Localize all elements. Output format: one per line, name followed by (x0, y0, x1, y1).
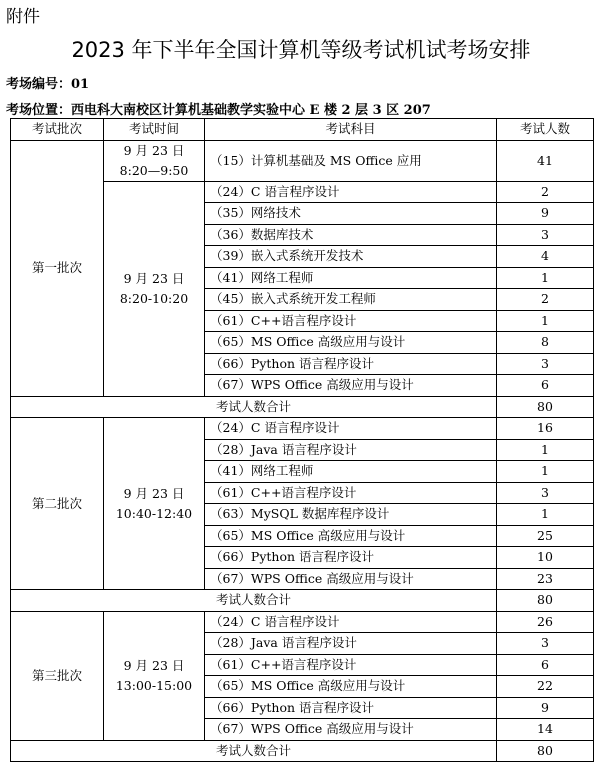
total-count: 80 (497, 396, 594, 418)
count-cell: 1 (497, 310, 594, 332)
total-row (11, 396, 594, 418)
subject-cell: （66）Python 语言程序设计 (205, 547, 497, 569)
table-row (11, 140, 594, 181)
schedule-table (10, 118, 594, 762)
exam-date: 9 月 23 日 (123, 270, 185, 286)
total-row (11, 590, 594, 612)
count-cell: 4 (497, 246, 594, 268)
count-cell: 8 (497, 332, 594, 354)
table-row (11, 418, 594, 440)
venue-number: 考场编号：01 (6, 77, 90, 92)
count-cell: 25 (497, 525, 594, 547)
subject-cell: （41）网络工程师 (205, 267, 497, 289)
schedule-body (11, 140, 594, 762)
header-count: 考试人数 (497, 119, 594, 141)
total-row (11, 740, 594, 762)
total-count: 80 (497, 590, 594, 612)
subject-cell: （15）计算机基础及 MS Office 应用 (205, 140, 497, 181)
count-cell: 1 (497, 439, 594, 461)
count-cell: 41 (497, 140, 594, 181)
table-header-row (11, 119, 594, 141)
count-cell: 14 (497, 719, 594, 741)
subject-cell: （65）MS Office 高级应用与设计 (205, 525, 497, 547)
count-cell: 23 (497, 568, 594, 590)
exam-time-cell (104, 418, 205, 590)
count-cell: 16 (497, 418, 594, 440)
subject-cell: （67）WPS Office 高级应用与设计 (205, 375, 497, 397)
venue-location: 考场位置：西电科大南校区计算机基础教学实验中心 E 楼 2 层 3 区 207 (6, 103, 431, 118)
subject-cell: （39）嵌入式系统开发技术 (205, 246, 497, 268)
count-cell: 10 (497, 547, 594, 569)
subject-cell: （35）网络技术 (205, 203, 497, 225)
count-cell: 6 (497, 375, 594, 397)
header-batch: 考试批次 (11, 119, 104, 141)
total-count: 80 (497, 740, 594, 762)
header-subject: 考试科目 (205, 119, 497, 141)
attachment-label: 附件 (6, 7, 40, 27)
count-cell: 1 (497, 504, 594, 526)
exam-time-range: 8:20-10:20 (119, 290, 189, 306)
exam-date: 9 月 23 日 (123, 142, 185, 158)
total-label: 考试人数合计 (11, 396, 497, 418)
count-cell: 2 (497, 181, 594, 203)
subject-cell: （66）Python 语言程序设计 (205, 353, 497, 375)
subject-cell: （63）MySQL 数据库程序设计 (205, 504, 497, 526)
subject-cell: （65）MS Office 高级应用与设计 (205, 676, 497, 698)
subject-cell: （45）嵌入式系统开发工程师 (205, 289, 497, 311)
count-cell: 3 (497, 224, 594, 246)
exam-time-cell (104, 611, 205, 740)
count-cell: 26 (497, 611, 594, 633)
count-cell: 1 (497, 267, 594, 289)
count-cell: 9 (497, 203, 594, 225)
count-cell: 3 (497, 482, 594, 504)
subject-cell: （61）C++语言程序设计 (205, 654, 497, 676)
subject-cell: （41）网络工程师 (205, 461, 497, 483)
subject-cell: （67）WPS Office 高级应用与设计 (205, 568, 497, 590)
total-label: 考试人数合计 (11, 740, 497, 762)
exam-time-cell (104, 140, 205, 181)
total-label: 考试人数合计 (11, 590, 497, 612)
count-cell: 3 (497, 633, 594, 655)
count-cell: 6 (497, 654, 594, 676)
exam-time-range: 8:20—9:50 (119, 162, 189, 178)
count-cell: 3 (497, 353, 594, 375)
subject-cell: （61）C++语言程序设计 (205, 482, 497, 504)
subject-cell: （24）C 语言程序设计 (205, 611, 497, 633)
page-title: 2023 年下半年全国计算机等级考试机试考场安排 (71, 38, 531, 62)
subject-cell: （65）MS Office 高级应用与设计 (205, 332, 497, 354)
count-cell: 1 (497, 461, 594, 483)
subject-cell: （24）C 语言程序设计 (205, 181, 497, 203)
batch-name-cell: 第一批次 (11, 140, 104, 396)
count-cell: 9 (497, 697, 594, 719)
subject-cell: （36）数据库技术 (205, 224, 497, 246)
exam-time-range: 13:00-15:00 (115, 677, 193, 693)
subject-cell: （28）Java 语言程序设计 (205, 439, 497, 461)
batch-name-cell: 第二批次 (11, 418, 104, 590)
batch-name-cell: 第三批次 (11, 611, 104, 740)
subject-cell: （28）Java 语言程序设计 (205, 633, 497, 655)
exam-date: 9 月 23 日 (123, 657, 185, 673)
header-time: 考试时间 (104, 119, 205, 141)
exam-time-cell (104, 181, 205, 396)
exam-time-range: 10:40-12:40 (115, 505, 193, 521)
subject-cell: （66）Python 语言程序设计 (205, 697, 497, 719)
exam-date: 9 月 23 日 (123, 485, 185, 501)
count-cell: 2 (497, 289, 594, 311)
subject-cell: （67）WPS Office 高级应用与设计 (205, 719, 497, 741)
subject-cell: （61）C++语言程序设计 (205, 310, 497, 332)
count-cell: 22 (497, 676, 594, 698)
table-row (11, 611, 594, 633)
subject-cell: （24）C 语言程序设计 (205, 418, 497, 440)
